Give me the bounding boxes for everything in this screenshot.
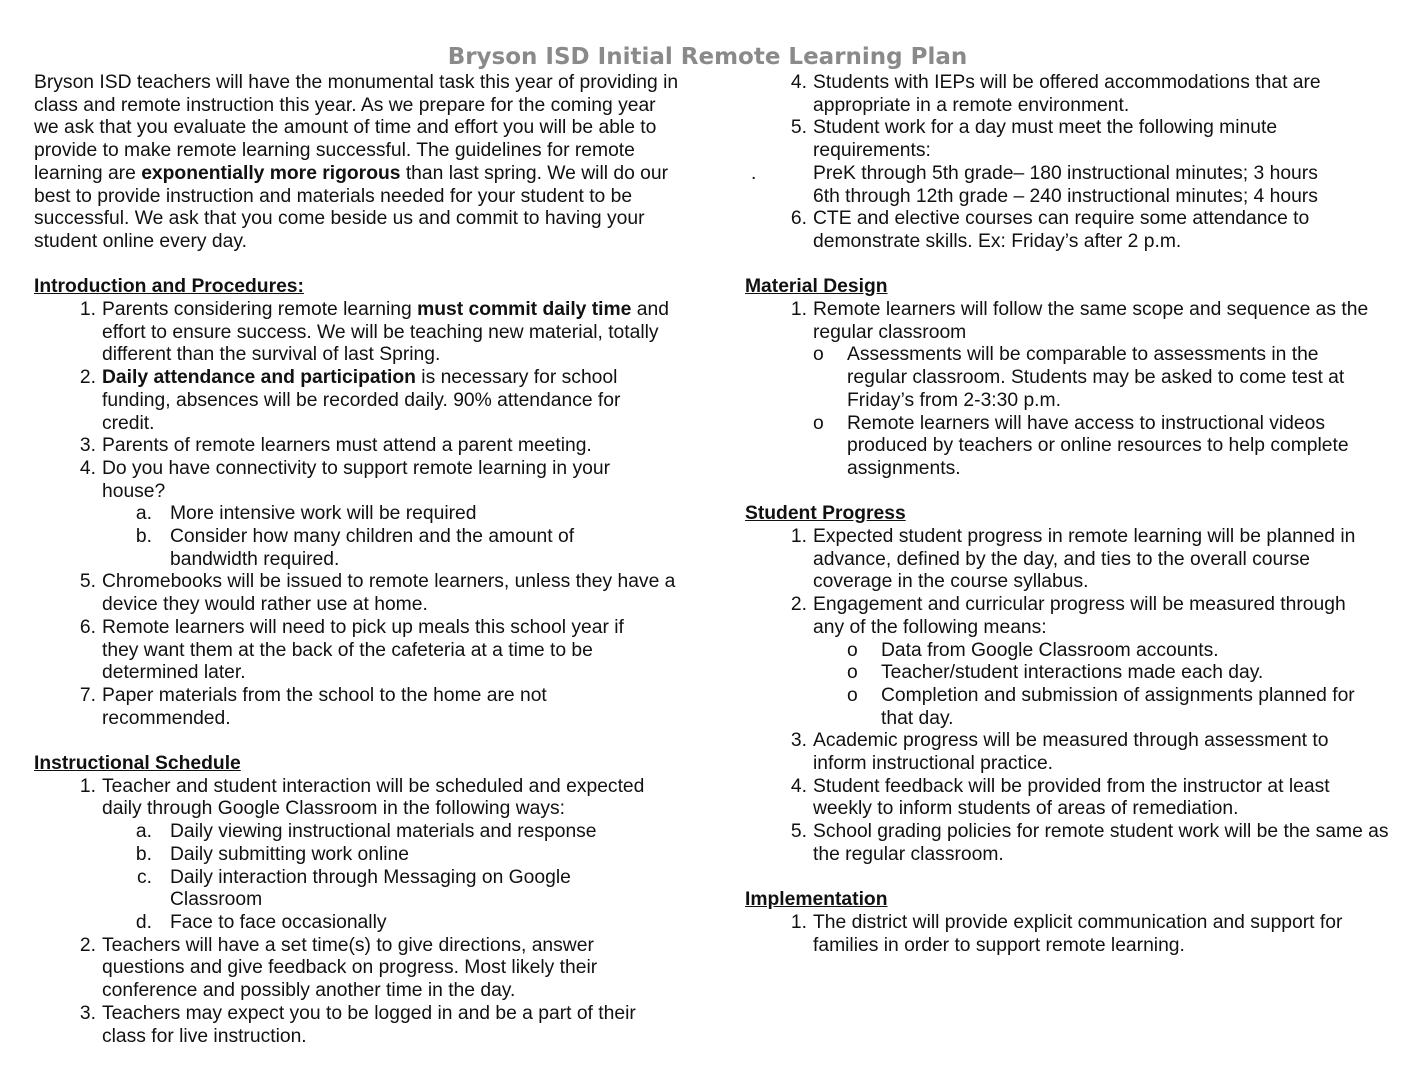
sub-list [102, 503, 662, 571]
sub-list-item: o Completion and submission of assignments planned for that day. [847, 684, 1355, 729]
sub-list-item: a. Daily viewing instructional materials and response [135, 821, 597, 843]
right-column [745, 72, 1395, 957]
implementation-list [745, 912, 1395, 957]
list-item: 1. Parents considering remote learning must commit daily time and effort to ensure success. We will be teaching new material, totally different than the survival of last Spring. [79, 299, 669, 366]
list-item: 3. Parents of remote learners must attend a parent meeting. [79, 435, 592, 457]
sub-list-item: o Assessments will be comparable to assessments in the regular classroom. Students may be asked to come test at Friday’s from 2-3:30 p.m. [813, 344, 1345, 411]
student-progress-list [745, 526, 1395, 867]
section-heading-intro-procedures: Introduction and Procedures: [34, 276, 304, 298]
list-item: 6. Remote learners will need to pick up meals this school year if they want them at the back of the cafeteria at a time to be determined later. [79, 616, 624, 684]
section-heading-instructional-schedule: Instructional Schedule [34, 753, 241, 775]
list-item: 1. Teacher and student interaction will be scheduled and expected daily through Google Classroom in the following ways: a. Daily viewing instructional materials and response b. Daily submitting work online c. Daily interaction through Messaging on Google Classroom d. Face to face occasionally [34, 776, 667, 935]
list-item: 2. Daily attendance and participation is necessary for school funding, absences will be recorded daily. 90% attendance for credit. [79, 367, 621, 434]
intro-text-1: Bryson ISD teachers will have the monumental task this year of providing in class and remote instruction this year. As we prepare for the coming year we ask that you evaluate the amount of time and effort you will be able to provide to make remote learning successful. The guidelines for remote learning are [34, 72, 679, 184]
list-item: 1. Remote learners will follow the same scope and sequence as the regular classroom o Assessments will be comparable to assessments in the regular classroom. Students may be asked to come test at Friday’s from 2-3:30 p.m. o Remote learners will have access to instructional videos produced by teachers or online resources to help complete assignments. [745, 299, 1393, 481]
intro-procedures-list [34, 299, 684, 730]
list-item: 3. Teachers may expect you to be logged in and be a part of their class for live instruction. [79, 1002, 636, 1047]
sub-list-item: o Teacher/student interactions made each day. [847, 662, 1264, 684]
sub-list-item: b. Daily submitting work online [135, 843, 409, 865]
instructional-schedule-list-continued [745, 72, 1395, 163]
sub-list-item: b. Consider how many children and the amount of bandwidth required. [135, 526, 575, 570]
minute-requirement-6-12: 6th through 12th grade – 240 instructional minutes; 4 hours [813, 185, 1318, 207]
list-item: 1. Expected student progress in remote learning will be planned in advance, defined by the day, and ties to the overall course coverage in the course syllabus. [790, 526, 1356, 593]
list-item: 1. The district will provide explicit communication and support for families in order to support remote learning. [790, 911, 1343, 956]
sub-list [813, 640, 1373, 731]
list-item: 6. CTE and elective courses can require some attendance to demonstrate skills. Ex: Friday’s after 2 p.m. [790, 208, 1310, 252]
intro-paragraph [34, 72, 679, 254]
sub-list-item: c. Daily interaction through Messaging on Google Classroom [137, 866, 571, 911]
list-item: 4. Students with IEPs will be offered accommodations that are appropriate in a remote environment. [790, 72, 1321, 116]
list-item: 5. Student work for a day must meet the following minute requirements: [790, 117, 1278, 162]
minute-requirements: . PreK through 5th grade– 180 instructional minutes; 3 hours 6th through 12th grade – 240 instructional minutes; 4 hours [745, 163, 1395, 208]
list-item: 4. Student feedback will be provided from the instructor at least weekly to inform students of areas of remediation. [790, 775, 1330, 820]
minute-requirement-prek-5: PreK through 5th grade– 180 instructional minutes; 3 hours [813, 162, 1318, 184]
section-heading-material-design: Material Design [745, 276, 888, 298]
sub-list-item: o Remote learners will have access to instructional videos produced by teachers or online resources to help complete assignments. [813, 412, 1349, 479]
intro-text-2: than last spring. We will do our best to provide instruction and materials needed for your student to be successful. We ask that you come beside us and commit to having your student online every day. [34, 162, 669, 252]
left-column [34, 72, 684, 1048]
sub-list [102, 821, 667, 935]
list-item: 5. School grading policies for remote student work will be the same as the regular classroom. [790, 821, 1389, 865]
list-item: 4. Do you have connectivity to support remote learning in your house? a. More intensive work will be required b. Consider how many children and the amount of bandwidth required. [34, 458, 662, 572]
instructional-schedule-list [34, 776, 684, 1048]
document-title: Bryson ISD Initial Remote Learning Plan [447, 44, 968, 70]
list-item: 7. Paper materials from the school to the home are not recommended. [79, 684, 547, 729]
section-heading-implementation: Implementation [745, 889, 888, 911]
sub-list-item: d. Face to face occasionally [135, 911, 387, 933]
sub-list-item: a. More intensive work will be required [135, 503, 477, 525]
list-item: 3. Academic progress will be measured through assessment to inform instructional practice. [790, 730, 1329, 775]
section-heading-student-progress: Student Progress [745, 503, 906, 525]
instructional-schedule-list-end [745, 208, 1395, 253]
sub-list-item: o Data from Google Classroom accounts. [847, 639, 1219, 661]
list-item: 2. Engagement and curricular progress will be measured through any of the following means: o Data from Google Classroom accounts. o Teacher/student interactions made each day. o Completion and submission of assignments planned for that day. [745, 594, 1373, 730]
list-item: 2. Teachers will have a set time(s) to give directions, answer questions and give feedback on progress. Most likely their conference and possibly another time in the day. [79, 934, 598, 1002]
sub-list [813, 344, 1393, 480]
material-design-list [745, 299, 1395, 481]
list-item: 5. Chromebooks will be issued to remote learners, unless they have a device they would rather use at home. [79, 571, 676, 616]
intro-bold-text: exponentially more rigorous [141, 162, 401, 184]
